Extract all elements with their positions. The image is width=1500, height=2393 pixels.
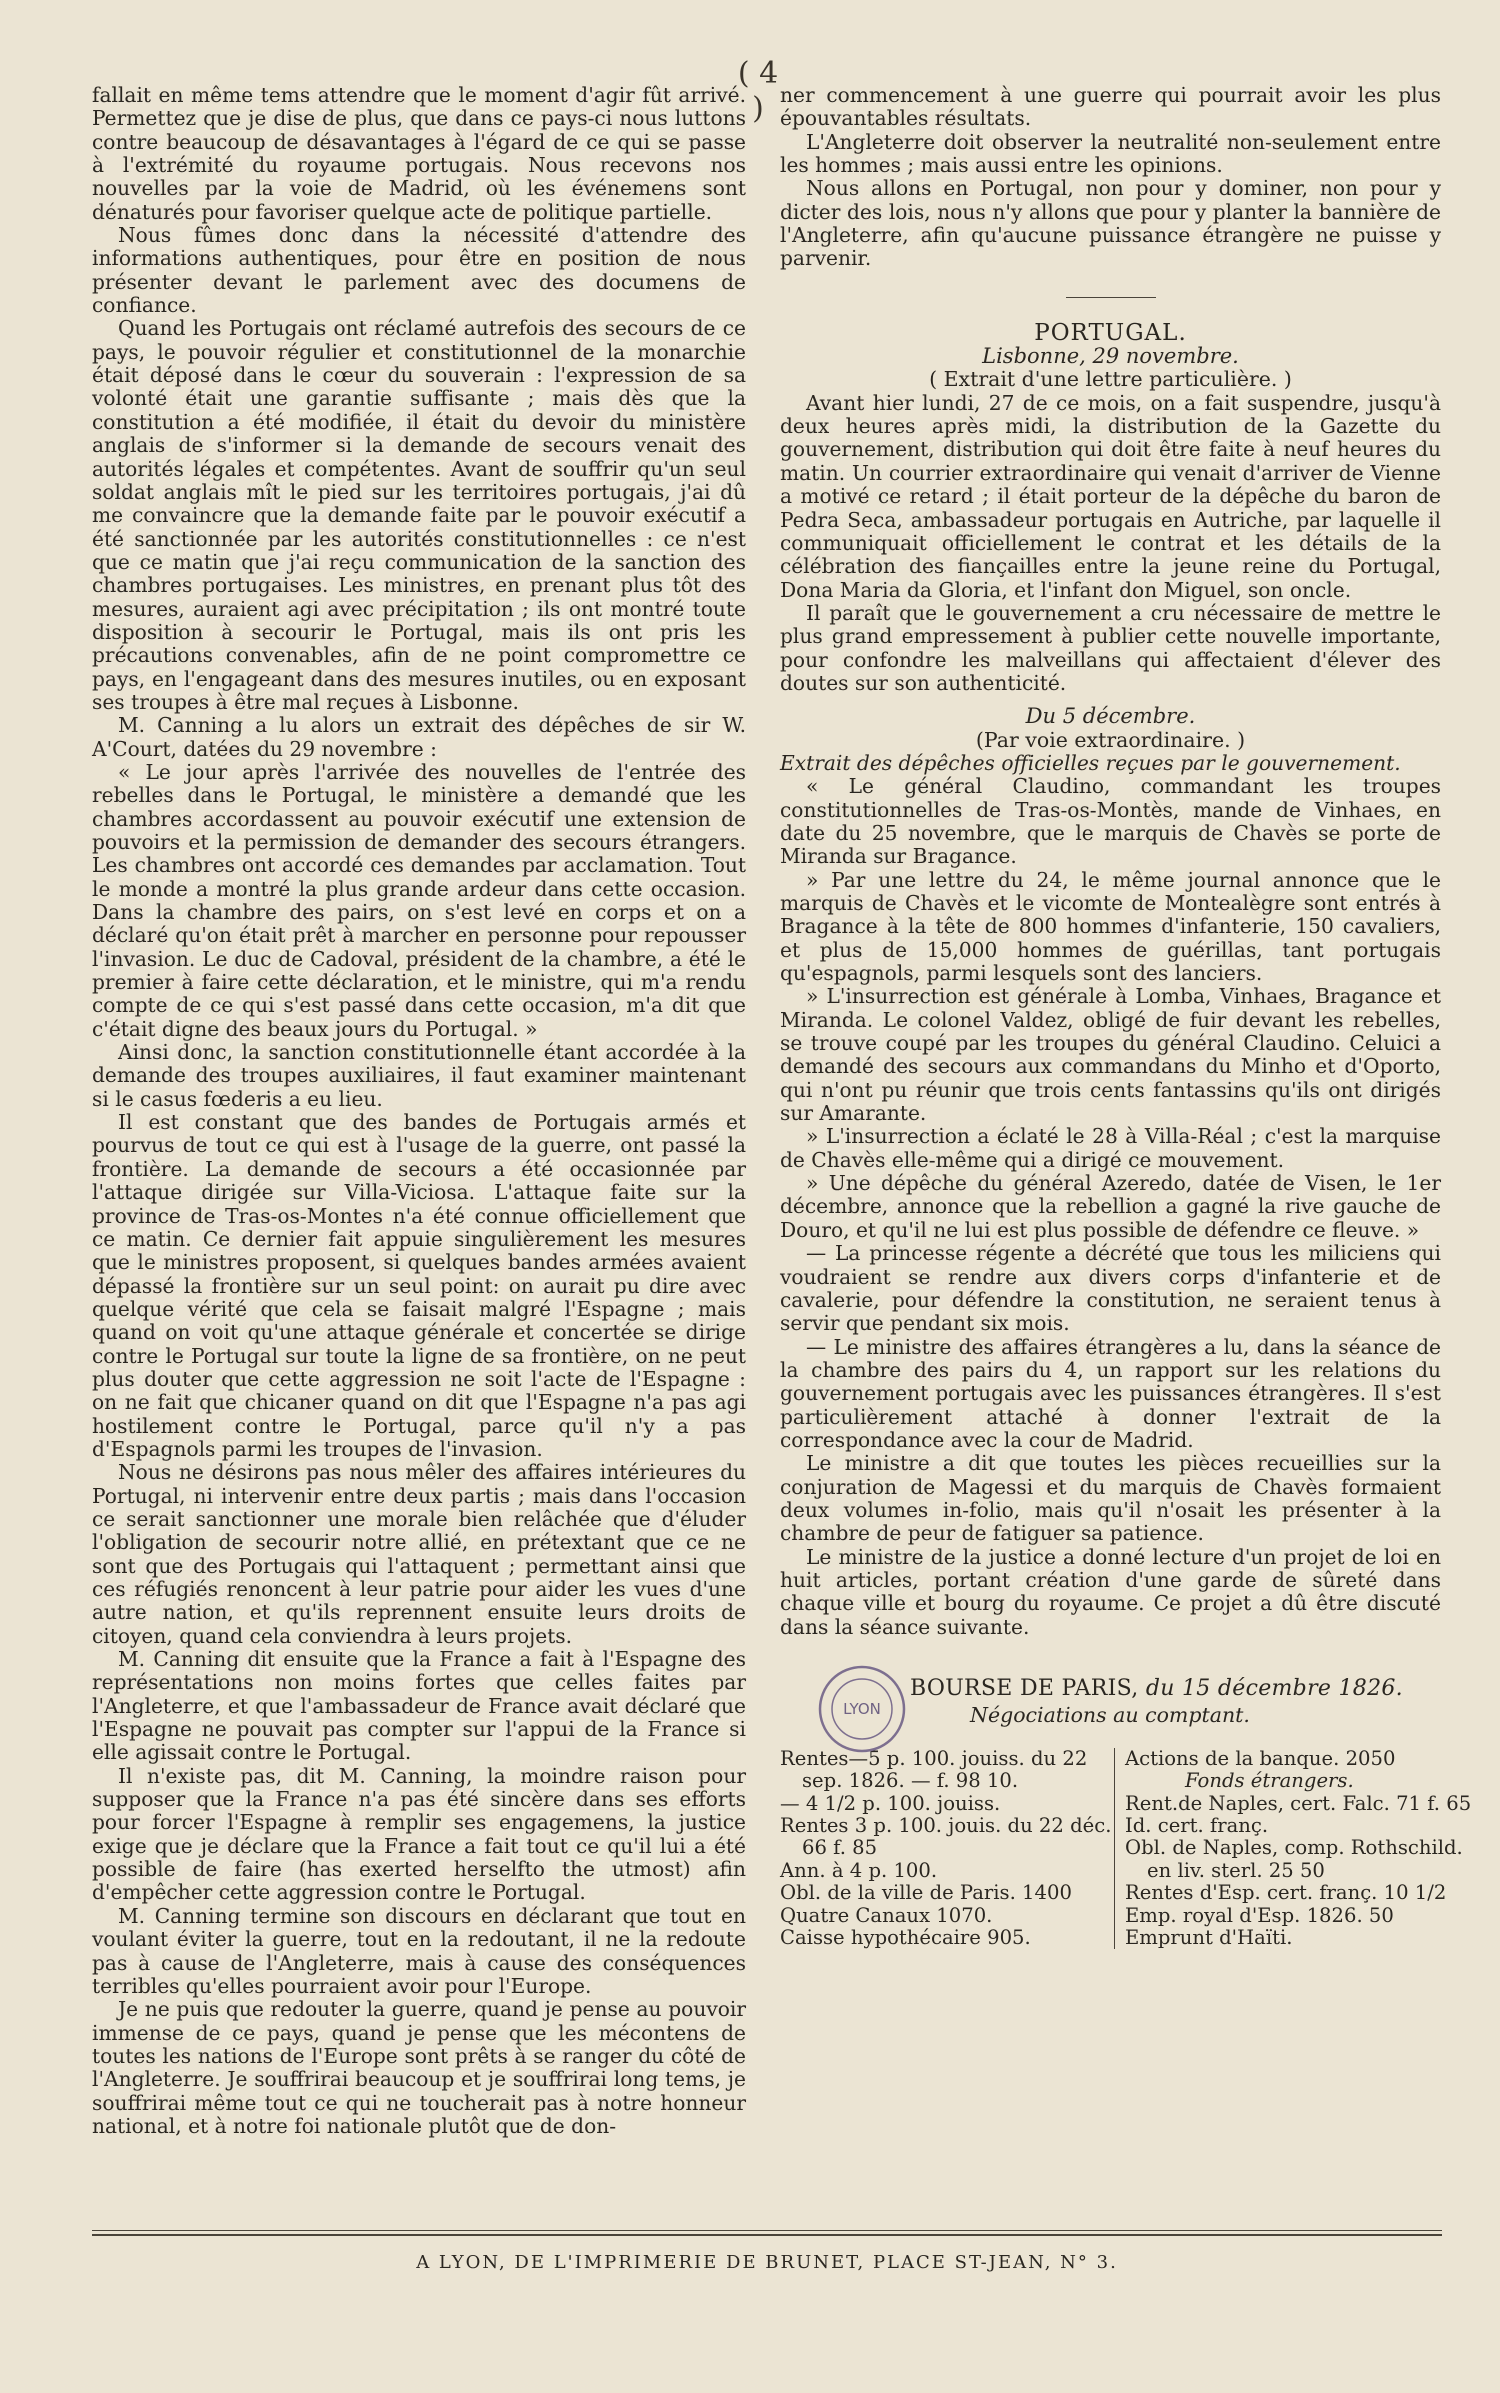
paragraph: ner commencement à une guerre qui pourrait avoir les plus épouvantables résultats. <box>780 83 1441 131</box>
paragraph: Le ministre de la justice a donné lecture d'un projet de loi en huit articles, portant création d'une garde de sûreté dans chaque ville et bourg du royaume. Ce projet a dû être discuté dans la séance suivante. <box>780 1544 1441 1639</box>
paragraph: Je ne puis que redouter la guerre, quand je pense au pouvoir immense de ce pays, quand je pense que les mécontens de toutes les nations de l'Europe sont prêts à se ranger du côté de l'Angleterre. Je souffrirai beaucoup et je souffrirai long tems, je souffrirai même tout ce qui ne toucherait pas à notre honneur national, et à notre foi nationale plutôt que de don- <box>92 1997 746 2138</box>
bourse-line: Id. cert. franç. <box>1125 1813 1269 1837</box>
paragraph: Il est constant que des bandes de Portugais armés et pourvus de tout ce qui est à l'usage de la guerre, ont passé la frontière. La demande de secours a été occasionnée par l'attaque dirigée sur Villa-Viciosa. L'attaque faite sur la province de Tras-os-Montes n'a été connue officiellement que ce matin. Ce dernier fait appuie singulièrement les mesures que le ministres proposent, si quelques bandes armées avaient dépassé la frontière sur un seul point: on aurait pu dire avec quelque vérité que cela se faisait malgré l'Espagne ; mais quand on voit qu'une attaque générale et concertée se dirige contre le Portugal sur toute la ligne de sa frontière, on ne peut plus douter que cette aggression ne soit l'acte de l'Espagne : on ne fait que chicaner quand on dit que l'Espagne n'a pas agi hostilement contre le Portugal, parce qu'il n'y a pas d'Espagnols parmi les troupes de l'invasion. <box>92 1110 746 1461</box>
paragraph: Le ministre a dit que toutes les pièces recueillies sur la conjuration de Magessi et du marquis de Chavès formaient deux volumes in-folio, mais qu'il n'osait les présenter à la chambre de peur de fatiguer sa patience. <box>780 1451 1441 1546</box>
bourse-line: Caisse hypothécaire 905. <box>780 1925 1031 1949</box>
paragraph: » Par une lettre du 24, le même journal annonce que le marquis de Chavès et le vicomte de Montealègre sont entrés à Bragance à la tête de 800 hommes d'infanterie, 150 cavaliers, et plus de 15,000 hommes de guérillas, tant portugais qu'espagnols, parmi lesquels sont des lanciers. <box>780 867 1441 986</box>
paragraph: Quand les Portugais ont réclamé autrefois des secours de ce pays, le pouvoir régulier et constitutionnel de la monarchie était déposé dans le cœur du souverain : l'expression de sa volonté était une garantie suffisante ; mais dès que la constitution a été modifiée, il était du devoir du ministère anglais de s'informer si la demande de secours venait des autorités légales et compétentes. Avant de souffrir qu'un seul soldat anglais mît le pied sur les territoires portugais, j'ai dû me convaincre que la demande faite par le pouvoir exécutif a été sanctionnée par les autorités constitutionnelles : ce n'est que ce matin que j'ai reçu communication de la sanction des chambres portugaises. Les ministres, en prenant plus tôt des mesures, auraient agi avec précipitation ; ils ont montré toute disposition à secourir le Portugal, mais ils ont pris les précautions convenables, afin de ne point compromettre ce pays, en l'engageant dans des mesures inutiles, ou en exposant ses troupes à être mal reçues à Lisbonne. <box>92 316 746 714</box>
bourse-line: — 4 1/2 p. 100. jouiss. <box>780 1791 1001 1815</box>
paragraph: Il n'existe pas, dit M. Canning, la moindre raison pour supposer que la France n'a pas été sincère dans ses efforts pour forcer l'Espagne à remplir ses engagemens, la justice exige que je déclare que la France a fait tout ce qu'il lui a été possible de faire (has exerted herselfto the utmost) afin d'empêcher cette aggression contre le Portugal. <box>92 1763 746 1905</box>
paragraph: — Le ministre des affaires étrangères a lu, dans la séance de la chambre des pairs du 4, un rapport sur les relations du gouvernement portugais avec les puissances étrangères. Il s'est particulièrement attaché à donner l'extrait de la correspondance avec la cour de Madrid. <box>780 1334 1441 1452</box>
paragraph: Nous allons en Portugal, non pour y dominer, non pour y dicter des lois, nous n'y allons que pour y planter la bannière de l'Angleterre, afin qu'aucune puissance étrangère ne puisse y parvenir. <box>780 176 1441 271</box>
footer-rule <box>92 2230 1442 2231</box>
bourse-line: Emp. royal d'Esp. 1826. 50 <box>1125 1903 1394 1927</box>
paragraph: M. Canning a lu alors un extrait des dépêches de sir W. A'Court, datées du 29 novembre : <box>92 713 746 761</box>
bourse-line: Emprunt d'Haïti. <box>1125 1925 1293 1949</box>
extract-note: ( Extrait d'une lettre particulière. ) <box>929 367 1292 392</box>
bourse-line: sep. 1826. — f. 98 10. <box>802 1769 1019 1793</box>
paragraph: » L'insurrection est générale à Lomba, Vinhaes, Bragance et Miranda. Le colonel Valdez, obligé de fuir devant les rebelles, se trouve coupé par les troupes du général Claudino. Celuici a demandé des secours aux commandans du Minho et d'Oporto, qui n'ont pu réunir que trois cents fantassins qu'ils ont dirigés sur Amarante. <box>780 984 1441 1126</box>
bourse-line: Quatre Canaux 1070. <box>780 1903 993 1927</box>
paragraph: Il paraît que le gouvernement a cru nécessaire de mettre le plus grand empressement à publier cette nouvelle importante, pour confondre les malveillans qui affectaient d'élever des doutes sur son authenticité. <box>780 600 1441 695</box>
stamp-text: LYON <box>843 1700 881 1718</box>
bourse-section <box>780 1676 1472 1949</box>
stamp-seal-icon <box>816 1663 908 1755</box>
bourse-left-column <box>780 1748 1115 1950</box>
footer-rule-thick <box>92 2234 1442 2236</box>
dateline-decembre: Du 5 décembre. <box>1025 704 1196 729</box>
dateline-lisbonne: Lisbonne, 29 novembre. <box>982 344 1239 369</box>
bourse-line: Rentes d'Esp. cert. franç. 10 1/2 <box>1125 1881 1447 1905</box>
portugal-paragraphs-2 <box>780 775 1441 1639</box>
right-column-intro <box>780 84 1441 271</box>
bourse-right-column <box>1115 1746 1472 1950</box>
paragraph: — La princesse régente a décrété que tous les miliciens qui voudraient se rendre aux divers corps d'infanterie et de cavalerie, pour défendre la constitution, ne seraient tenus à servir que pendant six mois. <box>780 1241 1441 1336</box>
paragraph: M. Canning dit ensuite que la France a fait à l'Espagne des représentations non moins fortes que celles faites par l'Angleterre, et que l'ambassadeur de France avait déclaré que l'Espagne ne pouvait pas compter sur l'appui de la France si elle agissait contre le Portugal. <box>92 1647 746 1765</box>
paragraph: fallait en même tems attendre que le moment d'agir fût arrivé. Permettez que je dise de plus, que dans ce pays-ci nous luttons contre beaucoup de désavantages à l'égard de ce qui se passe à l'extrémité du royaume portugais. Nous recevons nos nouvelles par la voie de Madrid, où les événemens sont dénaturés pour favoriser quelque acte de politique partielle. <box>92 83 746 224</box>
paragraph: Nous ne désirons pas nous mêler des affaires intérieures du Portugal, ni intervenir entre deux partis ; mais dans l'occasion ce serait sanctionner une morale bien relâchée que d'éluder l'obligation de secourir notre allié, en prétextant que ce ne sont que des Portugais qui l'attaquent ; permettant ainsi que ces réfugiés renoncent à leur patrie pour aider les vues d'une autre nation, et qu'ils reprennent ensuite leurs droits de citoyen, quand cela conviendra à leurs projets. <box>92 1460 746 1648</box>
bourse-line: Obl. de la ville de Paris. 1400 <box>780 1881 1072 1905</box>
bourse-line: en liv. sterl. 25 50 <box>1147 1858 1325 1882</box>
extract-note-2: (Par voie extraordinaire. ) <box>975 727 1246 752</box>
page-number: ( 4 ) <box>737 56 779 126</box>
right-column <box>780 83 1472 1949</box>
bourse-line: Rentes 3 p. 100. jouis. du 22 déc. <box>780 1813 1112 1837</box>
bourse-line: Rentes—5 p. 100. jouiss. du 22 <box>780 1746 1088 1770</box>
paragraph: « Le général Claudino, commandant les troupes constitutionnelles de Tras-os-Montès, mande de Vinhaes, en date du 25 novembre, que le marquis de Chavès se porte de Miranda sur Bragance. <box>780 774 1441 869</box>
section-title-portugal: PORTUGAL. <box>1034 319 1187 346</box>
left-column <box>92 84 746 2138</box>
paragraph: » Une dépêche du général Azeredo, datée de Visen, le 1er décembre, annonce que la rebellion a gagné la rive gauche de Douro, et qu'il ne lui est plus possible de défendre ce fleuve. » <box>780 1171 1441 1242</box>
bourse-title: BOURSE DE PARIS, du 15 décembre 1826. <box>910 1676 1403 1701</box>
bourse-line: Fonds étrangers. <box>1185 1769 1354 1793</box>
bourse-line: Ann. à 4 p. 100. <box>780 1858 938 1882</box>
paragraph: Ainsi donc, la sanction constitutionnelle étant accordée à la demande des troupes auxiliaires, il faut examiner maintenant si le casus fœderis a eu lieu. <box>92 1040 746 1111</box>
paragraph: L'Angleterre doit observer la neutralité non-seulement entre les hommes ; mais aussi entre les opinions. <box>780 129 1441 178</box>
bourse-line: 66 f. 85 <box>802 1836 878 1860</box>
paragraph: Avant hier lundi, 27 de ce mois, on a fait suspendre, jusqu'à deux heures après midi, la distribution de la Gazette du gouvernement, distribution qui doit être faite à neuf heures du matin. Un courrier extraordinaire qui venait d'arriver de Vienne a motivé ce retard ; il était porteur de la dépêche du baron de Pedra Seca, ambassadeur portugais en Autriche, par laquelle il communiquait officiellement le contrat et les détails de la célébration des fiançailles entre la jeune reine du Portugal, Dona Maria da Gloria, et l'infant don Miguel, son oncle. <box>780 390 1441 602</box>
paragraph: » L'insurrection a éclaté le 28 à Villa-Réal ; c'est la marquise de Chavès elle-même qui a dirigé ce mouvement. <box>780 1124 1441 1172</box>
portugal-paragraphs <box>780 392 1441 695</box>
bourse-table <box>780 1746 1472 1950</box>
bourse-line: Rent.de Naples, cert. Falc. 71 f. 65 <box>1125 1791 1472 1815</box>
paragraph: Nous fûmes donc dans la nécessité d'attendre des informations authentiques, pour être en position de nous présenter devant le parlement avec des documens de confiance. <box>92 223 746 318</box>
officiel-heading: Extrait des dépêches officielles reçues par le gouvernement. <box>780 750 1401 775</box>
paragraph: M. Canning termine son discours en déclarant que tout en voulant éviter la guerre, tout en la redoutant, il ne la redoute pas à cause de l'Angleterre, mais à cause des conséquences terribles qu'elles pourraient avoir pour l'Europe. <box>92 1903 746 1998</box>
bourse-line: Obl. de Naples, comp. Rothschild. <box>1125 1836 1463 1860</box>
printer-imprint: A LYON, DE L'IMPRIMERIE DE BRUNET, PLACE ST-JEAN, N° 3. <box>416 2252 1118 2273</box>
section-divider <box>1066 297 1156 298</box>
bourse-line: Actions de la banque. 2050 <box>1125 1746 1396 1770</box>
paragraph: « Le jour après l'arrivée des nouvelles de l'entrée des rebelles dans le Portugal, le ministère a demandé que les chambres accordassent au pouvoir exécutif une extension de pouvoirs et la permission de demander des secours étrangers. Les chambres ont accordé ces demandes par acclamation. Tout le monde a montré la plus grande ardeur dans cette occasion. Dans la chambre des pairs, on s'est levé en corps et on a déclaré qu'on était prêt à marcher en personne pour repousser l'invasion. Le duc de Cadoval, président de la chambre, a été le premier à faire cette déclaration, et le ministre, qui m'a rendu compte de ce qui s'est passé dans cette occasion, m'a dit que c'était digne des beaux jours du Portugal. » <box>92 759 746 1041</box>
bourse-subtitle: Négociations au comptant. <box>970 1703 1250 1728</box>
